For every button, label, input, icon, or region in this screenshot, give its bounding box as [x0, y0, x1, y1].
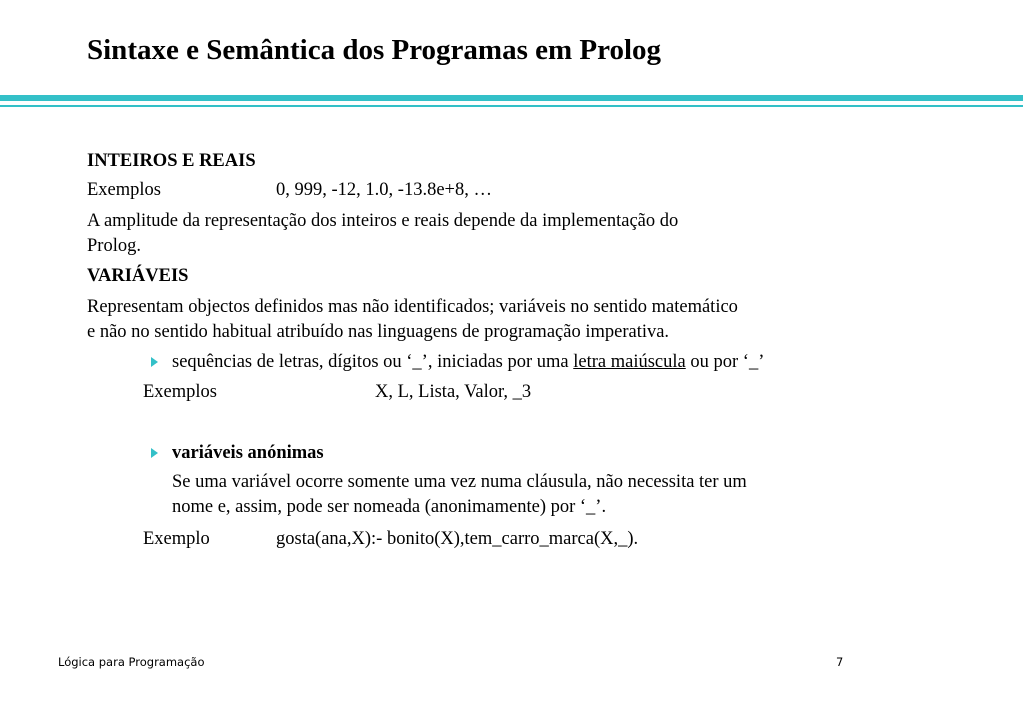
integers-examples-value: 0, 999, -12, 1.0, -13.8e+8, … [276, 180, 492, 200]
anonymous-description-line-2: nome e, assim, pode ser nomeada (anonimamente) por ‘_’. [172, 497, 607, 517]
anonymous-example-label: Exemplo [143, 529, 210, 549]
variables-description-line-2: e não no sentido habitual atribuído nas linguagens de programação imperativa. [87, 322, 670, 342]
bullet-anonymous-variables-heading: variáveis anónimas [172, 443, 324, 463]
bullet-marker-icon [151, 357, 158, 367]
bullet-marker-icon [151, 448, 158, 458]
variables-description-line-1: Representam objectos definidos mas não identificados; variáveis no sentido matemático [87, 297, 738, 317]
integers-note-line-2: Prolog. [87, 236, 141, 256]
bullet-variable-naming [172, 349, 764, 375]
variables-examples-value: X, L, Lista, Valor, _3 [375, 382, 532, 402]
integers-heading: INTEIROS E REAIS [87, 151, 256, 171]
title-rule-thick [0, 95, 1023, 101]
variables-examples-label: Exemplos [143, 382, 217, 402]
footer-page-number: 7 [836, 655, 844, 669]
anonymous-description-line-1: Se uma variável ocorre somente uma vez numa cláusula, não necessita ter um [172, 472, 747, 492]
bullet-variable-naming-prefix: sequências de letras, dígitos ou ‘_’, iniciadas por uma [172, 352, 574, 372]
slide-title: Sintaxe e Semântica dos Programas em Prolog [87, 34, 662, 66]
title-rule-thin [0, 105, 1023, 107]
footer-course-name: Lógica para Programação [58, 655, 205, 669]
bullet-variable-naming-underlined: letra maiúscula [573, 352, 686, 372]
integers-note-line-1: A amplitude da representação dos inteiros e reais depende da implementação do [87, 211, 679, 231]
anonymous-example-value: gosta(ana,X):- bonito(X),tem_carro_marca(X,_). [276, 529, 639, 549]
bullet-variable-naming-suffix: ou por ‘_’ [685, 352, 765, 372]
integers-examples-label: Exemplos [87, 180, 161, 200]
variables-heading: VARIÁVEIS [87, 266, 189, 286]
